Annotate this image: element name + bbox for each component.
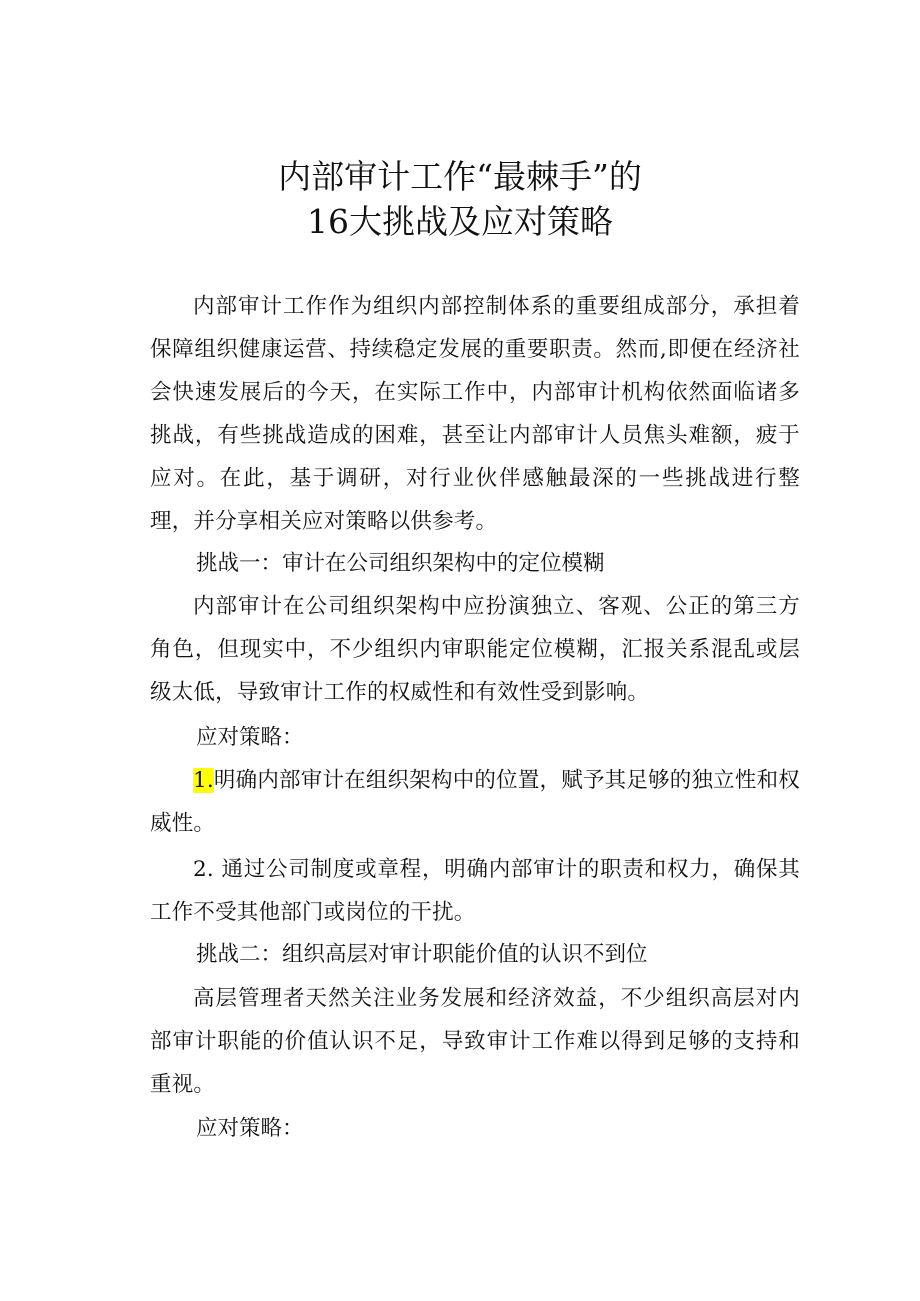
document-title-line2: 16大挑战及应对策略 [307,202,613,241]
highlighted-item-number: 1. [193,768,214,793]
challenge2-body: 高层管理者天然关注业务发展和经济效益，不少组织高层对内部审计职能的价值认识不足，导致审计工作难以得到足够的支持和重视。 [150,986,800,1097]
intro-paragraph: 内部审计工作作为组织内部控制体系的重要组成部分，承担着保障组织健康运营、持续稳定发展的重要职责。然而,即便在经济社会快速发展后的今天，在实际工作中，内部审计机构依然面临诸多挑战，有些挑战造成的困难，甚至让内部审计人员焦头难额，疲于应对。在此，基于调研，对行业伙伴感触最深的一些挑战进行整理，并分享相关应对策略以供参考。 [150,294,800,534]
challenge1-strategy-item1-text: 明确内部审计在组织架构中的位置，赋予其足够的独立性和权威性。 [150,768,800,836]
challenge1-strategy-item2: 2. 通过公司制度或章程，明确内部审计的职责和权力，确保其工作不受其他部门或岗位的干扰。 [150,857,800,925]
document-title-line1: 内部审计工作“最棘手”的 [278,157,642,196]
challenge1-body: 内部审计在公司组织架构中应扮演独立、客观、公正的第三方角色，但现实中，不少组织内审职能定位模糊，汇报关系混乱或层级太低，导致审计工作的权威性和有效性受到影响。 [150,594,800,705]
challenge1-strategy-item1 [150,759,800,845]
challenge1-strategy-label: 应对策略： [196,725,304,750]
challenge2-strategy-label: 应对策略： [196,1116,304,1141]
challenge2-heading: 挑战二：组织高层对审计职能价值的认识不到位 [196,942,648,967]
challenge1-heading: 挑战一：审计在公司组织架构中的定位模糊 [196,551,605,576]
